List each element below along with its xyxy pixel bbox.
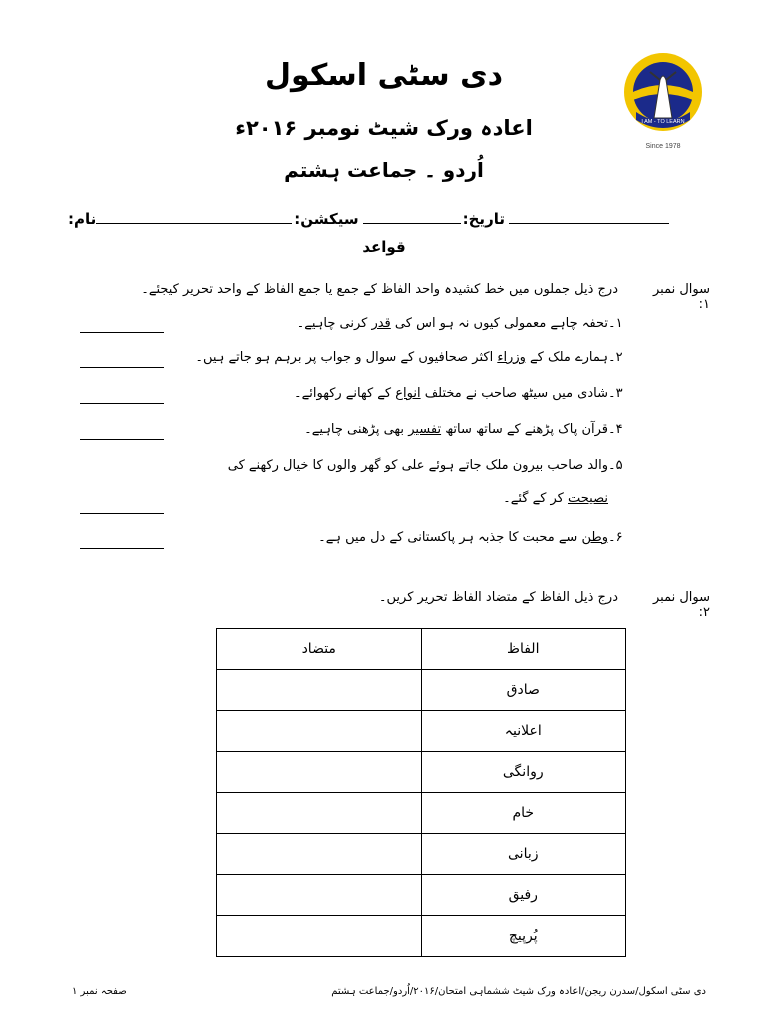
logo-since: Since 1978 (645, 143, 681, 150)
word-cell: زبانی (421, 834, 626, 875)
antonym-answer-cell[interactable] (217, 875, 422, 916)
word-cell: خام (421, 793, 626, 834)
section-field[interactable] (363, 222, 461, 224)
grammar-heading: قواعد (362, 238, 406, 256)
school-logo (620, 50, 706, 154)
worksheet-title: اعادہ ورک شیٹ نومبر ۲۰۱۶ء (235, 116, 533, 140)
q1-item-3: ۳۔شادی میں سیٹھ صاحب نے مختلف انواع کے کھانے رکھوائے۔ (294, 386, 623, 401)
footer-path: دی سٹی اسکول/سدرن ریجن/اعادہ ورک شیٹ ششماہی امتحان/۲۰۱۶/اُردو/جماعت ہشتم (331, 986, 706, 997)
q1-item-5-continued: نصیحت کر کے گئے۔ (503, 491, 608, 506)
q1-item-1: ۱۔تحفہ چاہے معمولی کیوں نہ ہو اس کی قدر کرنی چاہیے۔ (296, 316, 623, 331)
name-label: نام: (68, 210, 97, 228)
word-cell: اعلانیہ (421, 711, 626, 752)
table-header-row (217, 629, 626, 670)
table-row (217, 875, 626, 916)
word-cell: روانگی (421, 752, 626, 793)
antonym-answer-cell[interactable] (217, 711, 422, 752)
q1-item-5: ۵۔والد صاحب بیرون ملک جاتے ہوئے علی کو گھر والوں کا خیال رکھنے کی (227, 458, 623, 473)
answer-blank-5[interactable] (80, 512, 164, 514)
answer-blank-4[interactable] (80, 438, 164, 440)
date-label: تاریخ: (462, 210, 505, 228)
antonym-answer-cell[interactable] (217, 752, 422, 793)
antonym-answer-cell[interactable] (217, 916, 422, 957)
question-1-instruction: درج ذیل جملوں میں خط کشیدہ واحد الفاظ کے جمع یا جمع الفاظ کے واحد تحریر کیجئے۔ (141, 282, 618, 297)
logo-motto: I AM - TO LEARN (641, 119, 685, 125)
word-cell: پُرپیچ (421, 916, 626, 957)
table-row (217, 916, 626, 957)
answer-blank-2[interactable] (80, 366, 164, 368)
question-2-instruction: درج ذیل الفاظ کے متضاد الفاظ تحریر کریں۔ (378, 590, 618, 605)
answer-blank-6[interactable] (80, 547, 164, 549)
school-title: دی سٹی اسکول (265, 58, 503, 93)
table-row (217, 752, 626, 793)
table-row (217, 670, 626, 711)
student-info-row (66, 202, 708, 228)
question-2-label: سوال نمبر ۲: (652, 590, 710, 620)
antonym-answer-cell[interactable] (217, 793, 422, 834)
antonyms-table (216, 628, 626, 957)
word-cell: رفیق (421, 875, 626, 916)
table-row (217, 711, 626, 752)
word-cell: صادق (421, 670, 626, 711)
table-row (217, 793, 626, 834)
question-1-label: سوال نمبر ۱: (652, 282, 710, 312)
header-words: الفاظ (421, 629, 626, 670)
subject-line: اُردو ۔ جماعت ہشتم (284, 158, 484, 182)
antonym-answer-cell[interactable] (217, 670, 422, 711)
answer-blank-3[interactable] (80, 402, 164, 404)
date-field[interactable] (509, 222, 669, 224)
page-number: صفحہ نمبر ۱ (72, 986, 127, 997)
q1-item-2: ۲۔ہمارے ملک کے وزراء اکثر صحافیوں کے سوال و جواب پر برہم ہو جاتے ہیں۔ (195, 350, 623, 365)
table-row (217, 834, 626, 875)
name-field[interactable] (96, 222, 292, 224)
section-label: سیکشن: (294, 210, 359, 228)
answer-blank-1[interactable] (80, 331, 164, 333)
antonym-answer-cell[interactable] (217, 834, 422, 875)
q1-item-6: ۶۔وطن سے محبت کا جذبہ ہر پاکستانی کے دل میں ہے۔ (318, 530, 623, 545)
header-antonyms: متضاد (217, 629, 422, 670)
q1-item-4: ۴۔قرآن پاک پڑھنے کے ساتھ ساتھ تفسیر بھی پڑھنی چاہیے۔ (304, 422, 623, 437)
